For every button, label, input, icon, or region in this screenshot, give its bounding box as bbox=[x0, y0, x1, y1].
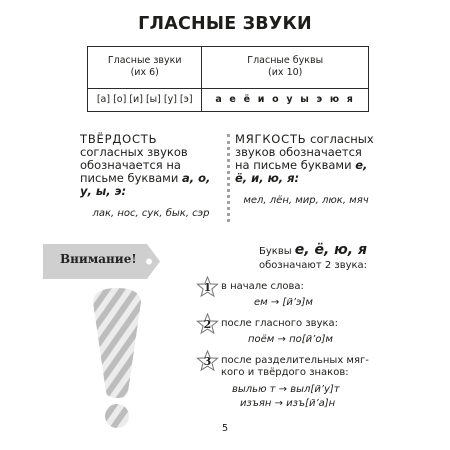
page-title: ГЛАСНЫЕ ЗВУКИ bbox=[138, 14, 312, 34]
softness-rule bbox=[235, 133, 377, 207]
softness-lead: МЯГКОСТЬ bbox=[235, 132, 307, 146]
table-cell-sounds: [а] [о] [и] [ы] [у] [э] bbox=[88, 88, 202, 111]
table-header-sounds-count: (их 6) bbox=[130, 67, 159, 79]
rule-2-example: поём → по[й’о]м bbox=[248, 334, 333, 345]
iotated-intro-tail: обозначают 2 звука: bbox=[259, 260, 368, 271]
rule-3-example-1: вылью т → выл[й’у]т bbox=[232, 384, 340, 395]
table-cell-letters: а е ё и о у ы э ю я bbox=[202, 88, 369, 111]
page-number: 5 bbox=[221, 423, 229, 434]
softness-text: согласных звуков обозначается на письме буквами bbox=[235, 132, 374, 172]
vowels-table bbox=[87, 46, 369, 112]
rule-number-2: 2 bbox=[203, 318, 212, 331]
exclamation-icon bbox=[90, 288, 144, 430]
table-header-letters-count: (их 10) bbox=[268, 67, 303, 79]
column-divider bbox=[227, 134, 230, 222]
rule-3-text-line1: после разделительных мяг- bbox=[221, 355, 369, 366]
rule-1-text: в начале слова: bbox=[221, 281, 304, 292]
softness-examples: мел, лён, мир, люк, мяч bbox=[243, 195, 369, 206]
hardness-rule bbox=[80, 133, 222, 220]
attention-label: Внимание! bbox=[60, 252, 137, 266]
table-header-letters bbox=[202, 47, 369, 89]
iotated-intro bbox=[247, 244, 407, 272]
hardness-letters: а, о, у, ы, э: bbox=[80, 171, 211, 198]
rule-1-example: ем → [й’э]м bbox=[254, 297, 313, 308]
softness-letters: е, ё, и, ю, я: bbox=[235, 158, 368, 185]
rule-2-text: после гласного звука: bbox=[221, 318, 339, 329]
iotated-letters: е, ё, ю, я bbox=[294, 242, 367, 258]
table-header-sounds-label: Гласные звуки bbox=[107, 55, 182, 67]
rule-number-1: 1 bbox=[203, 281, 212, 294]
rule-3-example-2: изъян → изъ[й’а]н bbox=[240, 398, 336, 409]
hardness-examples: лак, нос, сук, бык, сэр bbox=[92, 208, 210, 219]
iotated-intro-word: Буквы bbox=[259, 246, 292, 257]
rule-3-text-line2: кого и твёрдого знаков: bbox=[221, 367, 349, 378]
table-header-letters-label: Гласные буквы bbox=[247, 55, 324, 67]
hardness-lead: ТВЁРДОСТЬ bbox=[80, 132, 158, 146]
table-header-sounds bbox=[88, 47, 202, 89]
rule-number-3: 3 bbox=[203, 355, 212, 368]
hardness-text: согласных звуков обозначается на письме буквами bbox=[80, 145, 188, 185]
